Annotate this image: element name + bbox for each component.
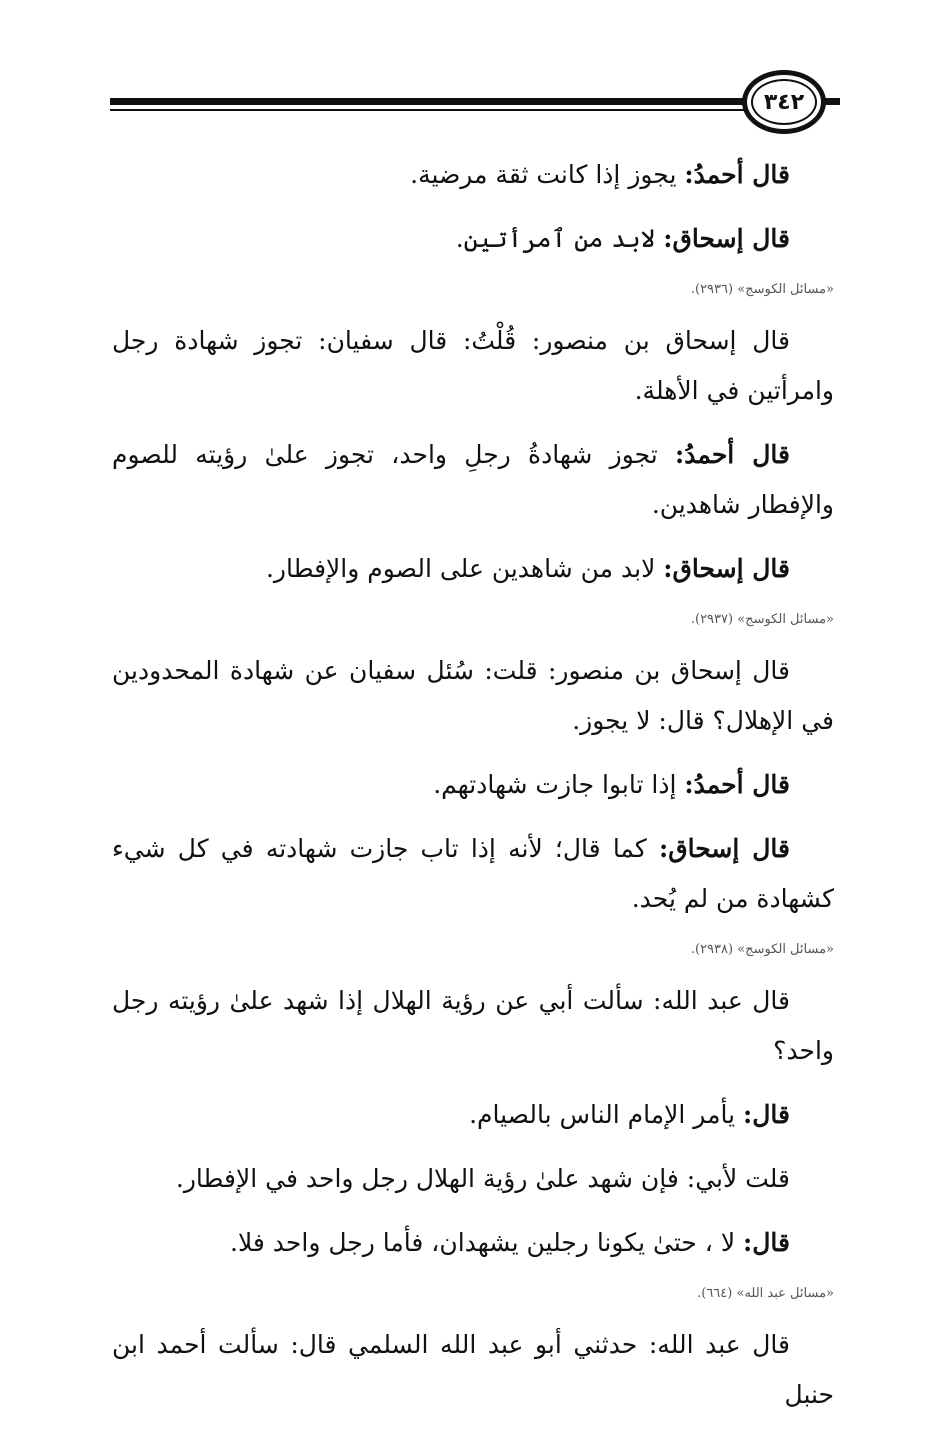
paragraph-text: قلت لأبي: فإن شهد علىٰ رؤية الهلال رجل واحد في الإفطار.	[175, 1164, 790, 1193]
text-paragraph	[112, 544, 834, 594]
text-paragraph	[112, 646, 834, 746]
text-paragraph	[112, 976, 834, 1076]
source-reference: «مسائل الكوسج» (٢٩٣٧).	[690, 612, 834, 627]
page-header	[110, 68, 840, 138]
speaker-label: قال أحمدُ:	[684, 770, 790, 799]
page-number: ٣٤٢	[763, 89, 805, 115]
text-paragraph	[112, 1320, 834, 1420]
text-paragraph	[112, 214, 834, 264]
text-paragraph	[112, 824, 834, 924]
text-paragraph	[112, 1090, 834, 1140]
source-reference: «مسائل الكوسج» (٢٩٣٦).	[690, 282, 834, 297]
page-number-badge	[742, 70, 826, 134]
speaker-label: قال:	[743, 1228, 790, 1257]
header-rule-thick	[110, 98, 745, 105]
paragraph-text: لا ، حتىٰ يكونا رجلين يشهدان، فأما رجل واحد فلا.	[230, 1228, 744, 1257]
header-rule-thin	[110, 109, 745, 111]
paragraph-text: لابد من شاهدين على الصوم والإفطار.	[265, 554, 664, 583]
paragraph-text: إذا تابوا جازت شهادتهم.	[433, 770, 685, 799]
paragraph-text: تجوز شهادةُ رجلِ واحد، تجوز علىٰ رؤيته للصوم والإفطار شاهدين.	[112, 440, 834, 519]
speaker-label: قال إسحاق:	[663, 224, 790, 253]
speaker-label: قال:	[743, 1100, 790, 1129]
paragraph-text: قال عبد الله: سألت أبي عن رؤية الهلال إذا شهد علىٰ رؤيته رجل واحد؟	[112, 986, 834, 1065]
text-paragraph	[112, 430, 834, 530]
paragraph-text: قال عبد الله: حدثني أبو عبد الله السلمي قال: سألت أحمد ابن حنبل	[112, 1330, 834, 1409]
paragraph-text: يأمر الإمام الناس بالصيام.	[469, 1100, 744, 1129]
paragraph-text: لابد من ٱمرأتين.	[455, 224, 664, 253]
speaker-label: قال إسحاق:	[659, 834, 790, 863]
source-reference: «مسائل عبد الله» (٦٦٤).	[697, 1286, 834, 1301]
page-body	[112, 150, 834, 1434]
source-reference: «مسائل الكوسج» (٢٩٣٨).	[690, 942, 834, 957]
text-paragraph	[112, 150, 834, 200]
text-paragraph	[112, 316, 834, 416]
paragraph-text: كما قال؛ لأنه إذا تاب جازت شهادته في كل شيء كشهادة من لم يُحد.	[112, 834, 834, 913]
paragraph-text: قال إسحاق بن منصور: قُلْتُ: قال سفيان: تجوز شهادة رجل وامرأتين في الأهلة.	[112, 326, 834, 405]
text-paragraph	[112, 1154, 834, 1204]
text-paragraph	[112, 1218, 834, 1268]
paragraph-text: يجوز إذا كانت ثقة مرضية.	[410, 160, 685, 189]
speaker-label: قال أحمدُ:	[675, 440, 791, 469]
text-paragraph	[112, 760, 834, 810]
speaker-label: قال أحمدُ:	[684, 160, 790, 189]
speaker-label: قال إسحاق:	[663, 554, 790, 583]
paragraph-text: قال إسحاق بن منصور: قلت: سُئل سفيان عن شهادة المحدودين في الإهلال؟ قال: لا يجوز.	[112, 656, 834, 735]
